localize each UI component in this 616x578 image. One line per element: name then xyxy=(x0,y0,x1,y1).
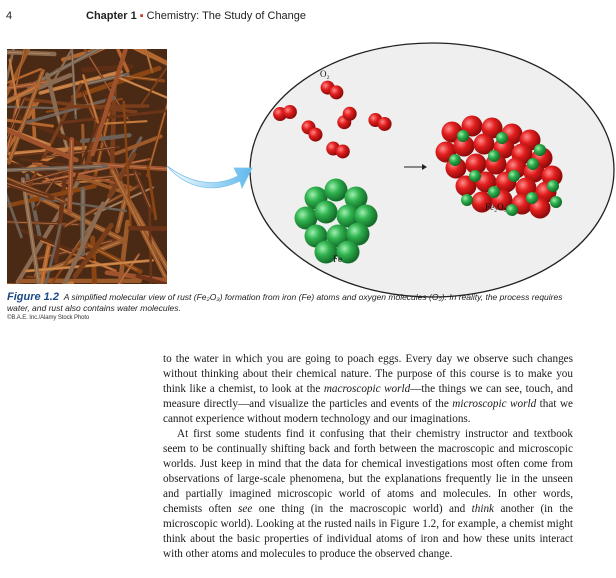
iron-atom xyxy=(488,186,500,198)
emphasis-text: microscopic world xyxy=(452,398,537,410)
iron-atom xyxy=(469,170,481,182)
iron-atom xyxy=(496,132,508,144)
text-run: At first some students find it confusing that their chemistry instructor and textbook seem to be continually shifting back and forth between the macroscopic and microscopic worlds. Just keep in mind that the data for chemical investigations most often come from observations of large-scale phenomena, but the explanations frequently lie in the unseen and partially imagined microscopic world of atoms and molecules. In other words, chemists often xyxy=(163,428,573,515)
chapter-label: Chapter 1 xyxy=(86,10,137,22)
oxygen-atom xyxy=(308,128,322,142)
text-run: —the things we can see, touch, and measure directly—and visualize the particles and events of the xyxy=(163,383,573,410)
iron-atom xyxy=(488,150,500,162)
iron-atom xyxy=(527,158,539,170)
nail-shape xyxy=(83,67,131,70)
running-head xyxy=(86,10,306,22)
paragraph-1 xyxy=(163,352,573,427)
iron-atom xyxy=(550,196,562,208)
emphasis-text: macroscopic world xyxy=(323,383,411,395)
emphasis-text: see xyxy=(238,503,253,515)
o2-label: O₂ xyxy=(320,69,330,79)
paragraph-2 xyxy=(163,427,573,562)
iron-atom xyxy=(534,144,546,156)
iron-atom xyxy=(508,170,520,182)
body-text xyxy=(163,352,573,562)
text-run: to the water in which you are going to poach eggs. Every day we observe such changes without thinking about their chemical nature. The purpose of this course is to make you think like a chemist, to look at the xyxy=(163,353,573,395)
text-run: that we cannot experience without modern technology and our imaginations. xyxy=(163,398,573,425)
iron-atom xyxy=(547,180,559,192)
text-run: one thing (in the macroscopic world) and xyxy=(252,503,472,515)
oxygen-atom xyxy=(336,144,350,158)
figure-caption xyxy=(7,292,587,321)
iron-atom xyxy=(449,154,461,166)
oxygen-atom xyxy=(283,105,297,119)
iron-atom xyxy=(461,194,473,206)
fe-label: Fe xyxy=(333,254,342,264)
photo-credit: ©B.A.E. Inc./Alamy Stock Photo xyxy=(7,315,90,321)
oxygen-atom xyxy=(378,117,392,131)
emphasis-text: think xyxy=(471,503,495,515)
text-run: another (in the microscopic world). Looking at the rusted nails in Figure 1.2, for example, a chemist might think about the basic properties of individual atoms of iron and how these units interact with other atoms and molecules to produce the observed change. xyxy=(163,503,573,560)
chapter-title: Chemistry: The Study of Change xyxy=(146,10,307,22)
iron-atom xyxy=(526,192,538,204)
page-header xyxy=(6,10,606,26)
zoom-arrow-icon xyxy=(167,166,252,188)
iron-atom xyxy=(325,179,348,202)
fe2o3-label: Fe₂O₃ xyxy=(485,202,507,212)
iron-atom xyxy=(457,130,469,142)
iron-atom xyxy=(315,201,338,224)
oxygen-atom xyxy=(343,107,357,121)
oxygen-atom xyxy=(329,85,343,99)
caption-label: Figure 1.2 xyxy=(7,291,59,303)
molecular-diagram xyxy=(160,40,616,300)
page-number: 4 xyxy=(6,10,13,22)
caption-text: A simplified molecular view of rust (Fe₂O₃) formation from iron (Fe) atoms and oxygen molecules (O₂). In reality, the process requires water, and rust also contains water molecules. xyxy=(7,292,563,313)
separator-icon: ▪ xyxy=(139,10,144,22)
rusty-nails-photo xyxy=(7,49,167,284)
nail-shape xyxy=(33,97,35,140)
iron-atom xyxy=(506,204,518,216)
